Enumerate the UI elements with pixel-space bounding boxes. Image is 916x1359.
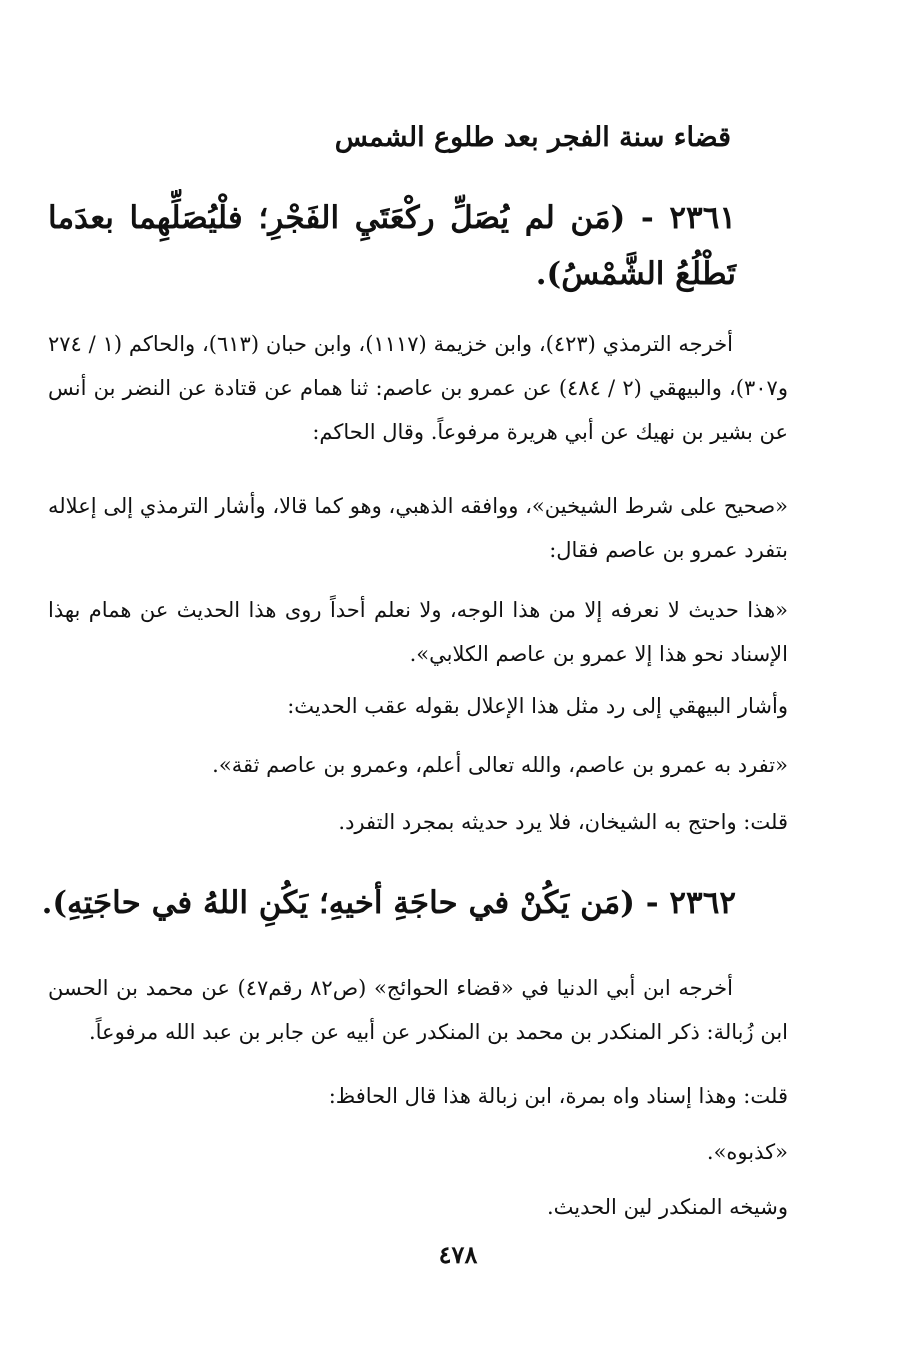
hadith-2362: ٢٣٦٢ - (مَن يَكُنْ في حاجَةِ أخيهِ؛ يَكُنِ اللهُ في حاجَتِهِ). (41, 885, 736, 921)
paragraph-author-comment: قلت: واحتج به الشيخان، فلا يرد حديثه بمجرد التفرد. (338, 810, 788, 834)
paragraph-takhrij-2361: أخرجه الترمذي (٤٢٣)، وابن خزيمة (١١١٧)، وابن حبان (٦١٣)، والحاكم (١ / ٢٧٤ و٣٠٧)، والبيهقي (٢ / ٤٨٤) عن عمرو بن عاصم: ثنا همام عن قتادة عن النضر بن أنس عن بشير بن نهيك عن أبي هريرة مرفوعاً. وقال الحاكم: (48, 332, 788, 444)
paragraph-bayhaqi-quote: «تفرد به عمرو بن عاصم، والله تعالى أعلم، وعمرو بن عاصم ثقة». (212, 753, 788, 777)
section-heading: قضاء سنة الفجر بعد طلوع الشمس (334, 122, 731, 153)
page-number: ٤٧٨ (438, 1240, 478, 1269)
paragraph-takhrij-2362: أخرجه ابن أبي الدنيا في «قضاء الحوائج» (ص٨٢ رقم٤٧) عن محمد بن الحسن ابن زُبالة: ذكر المنكدر بن محمد بن المنكدر عن أبيه عن جابر بن عبد الله مرفوعاً. (48, 976, 788, 1044)
paragraph-hakim-verdict: «صحيح على شرط الشيخين»، ووافقه الذهبي، وهو كما قالا، وأشار الترمذي إلى إعلاله بتفرد عمرو بن عاصم فقال: (48, 494, 788, 562)
hadith-2361: ٢٣٦١ - (مَن لم يُصَلِّ ركْعَتَيِ الفَجْرِ؛ فلْيُصَلِّهِما بعدَما تَطْلُعُ الشَّمْسُ). (48, 200, 736, 292)
paragraph-shaykh-note: وشيخه المنكدر لين الحديث. (546, 1195, 788, 1219)
paragraph-kadhabuhu: «كذبوه». (706, 1140, 788, 1164)
paragraph-tirmidhi-quote: «هذا حديث لا نعرفه إلا من هذا الوجه، ولا نعلم أحداً روى هذا الحديث عن همام بهذا الإسناد نحو هذا إلا عمرو بن عاصم الكلابي». (48, 598, 788, 666)
paragraph-bayhaqi-note: وأشار البيهقي إلى رد مثل هذا الإعلال بقوله عقب الحديث: (287, 694, 788, 718)
paragraph-isnad-weak: قلت: وهذا إسناد واه بمرة، ابن زبالة هذا قال الحافظ: (328, 1084, 788, 1108)
